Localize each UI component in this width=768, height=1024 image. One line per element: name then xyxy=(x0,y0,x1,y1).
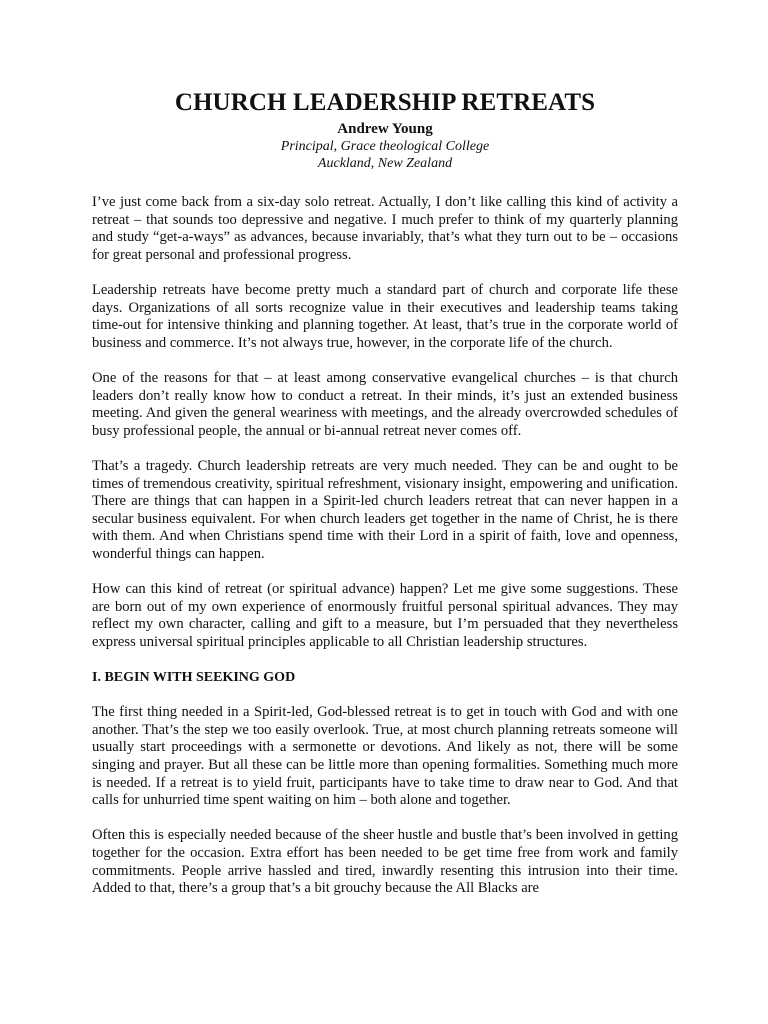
paragraph-intro: I’ve just come back from a six-day solo retreat. Actually, I don’t like calling this kind of activity a retreat – that sounds too depressive and negative. I much prefer to think of my quarterly planning and study “get-a-ways” as advances, because invariably, that’s what they turn out to be – occasions for great personal and professional progress. xyxy=(92,194,678,263)
paragraph-suggestions: How can this kind of retreat (or spiritual advance) happen? Let me give some suggestions. These are born out of my own experience of enormously fruitful personal spiritual advances. They may reflect my own character, calling and gift to a measure, but I’m persuaded that they nevertheless express universal spiritual principles applicable to all Christian leadership structures. xyxy=(92,581,678,650)
author-location: Auckland, New Zealand xyxy=(317,156,453,171)
paragraph-seeking-god: The first thing needed in a Spirit-led, God-blessed retreat is to get in touch with God and with one another. That’s the step we too easily overlook. True, at most church planning retreats someone will usually start proceedings with a sermonette or devotions. And likely as not, there will be some singing and prayer. But all these can be little more than opening formalities. Something much more is needed. If a retreat is to yield fruit, participants have to take time to draw near to God. And that calls for unhurried time spent waiting on him – both alone and together. xyxy=(92,704,678,809)
document-page xyxy=(92,88,678,898)
author-name: Andrew Young xyxy=(337,121,433,137)
author-affiliation: Principal, Grace theological College xyxy=(280,139,490,154)
paragraph-tragedy: That’s a tragedy. Church leadership retreats are very much needed. They can be and ought to be times of tremendous creativity, spiritual refreshment, visionary insight, empowering and unification. There are things that can happen in a Spirit-led church leaders retreat that can never happen in a secular business equivalent. For when church leaders get together in the name of Christ, he is there with them. And when Christians spend time with their Lord in a spirit of faith, love and openness, wonderful things can happen. xyxy=(92,457,678,562)
paragraph-leadership-retreats: Leadership retreats have become pretty much a standard part of church and corporate life these days. Organizations of all sorts recognize value in their executives and leadership teams taking time-out for intensive thinking and planning together. At least, that’s true in the corporate world of business and commerce. It’s not always true, however, in the corporate life of the church. xyxy=(92,281,678,351)
paragraph-hustle: Often this is especially needed because of the sheer hustle and bustle that’s been involved in getting together for the occasion. Extra effort has been needed to be get time free from work and family commitments. People arrive hassled and tired, inwardly resenting this intrusion into their time. Added to that, there’s a group that’s a bit grouchy because the All Blacks are xyxy=(92,827,678,897)
section-heading: I. BEGIN WITH SEEKING GOD xyxy=(92,670,296,686)
document-title: CHURCH LEADERSHIP RETREATS xyxy=(174,89,596,116)
paragraph-reasons: One of the reasons for that – at least among conservative evangelical churches – is that church leaders don’t really know how to conduct a retreat. In their minds, it’s just an extended business meeting. And given the general weariness with meetings, and the already overcrowded schedules of busy professional people, the annual or bi-annual retreat never comes off. xyxy=(92,369,678,439)
